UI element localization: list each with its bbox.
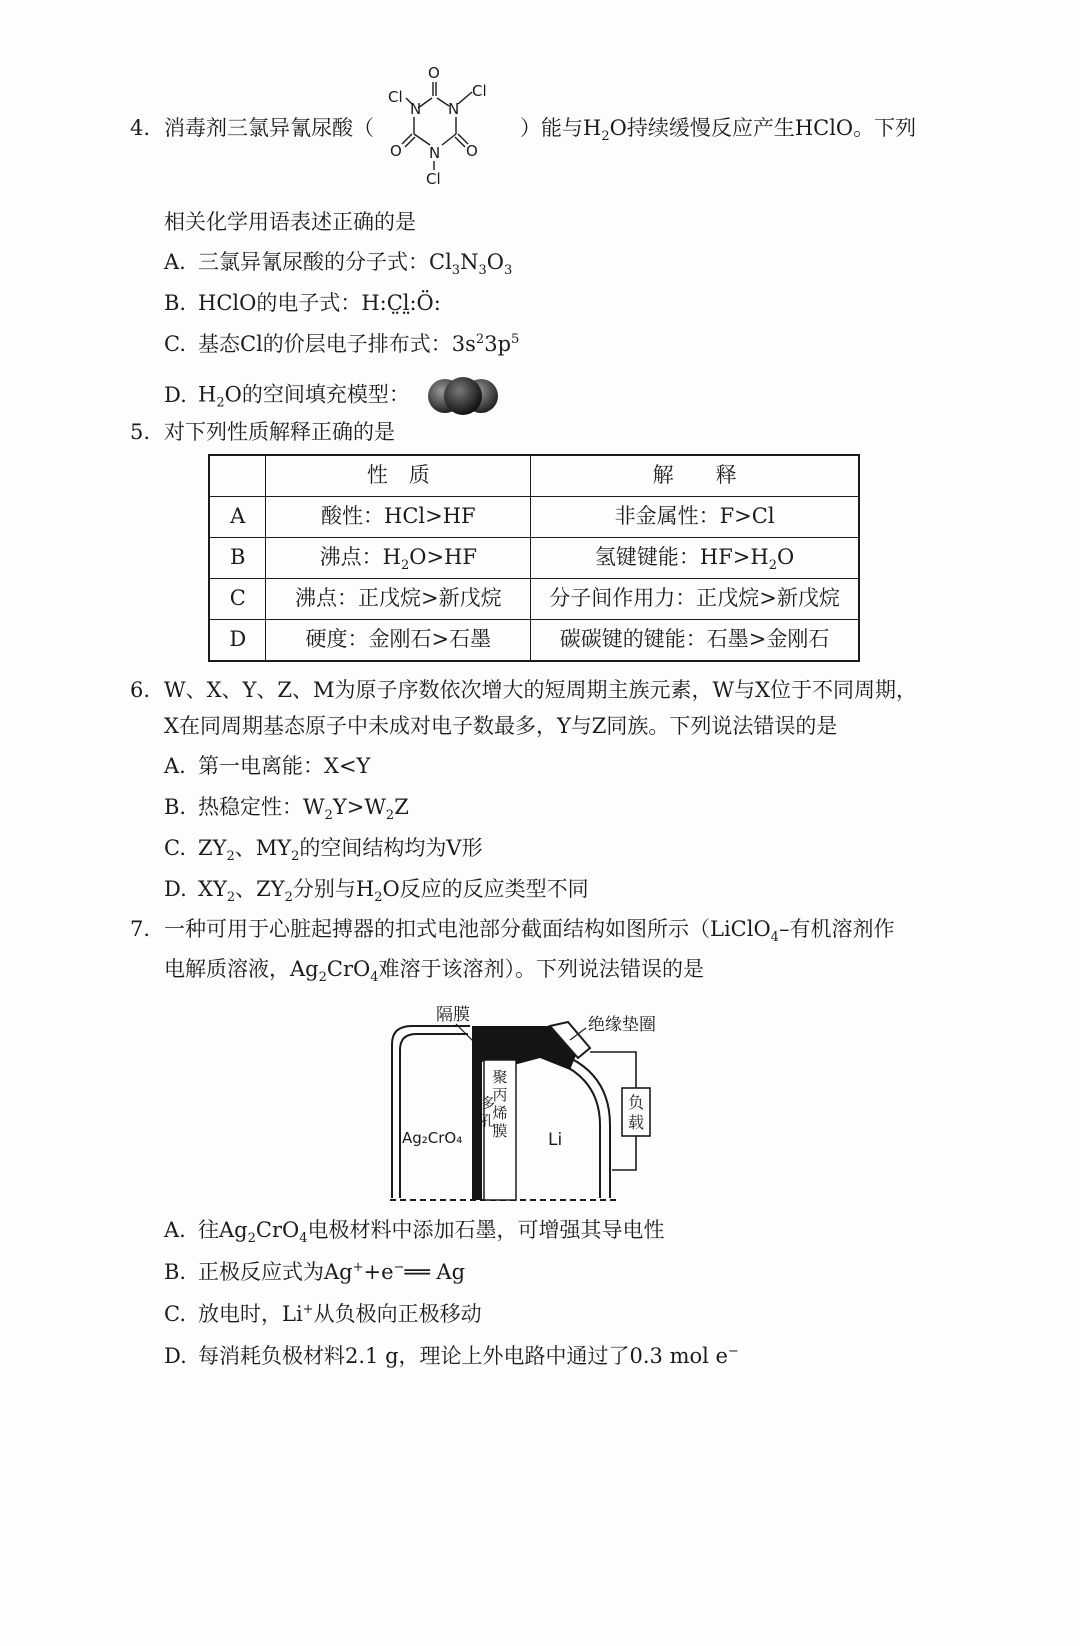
atom-n-right: N: [448, 100, 460, 118]
q7-option-a[interactable]: A. 往$Ag_2CrO_4$电极材料中添加石墨，可增强其导电性: [164, 1218, 665, 1247]
label-load: 负: [627, 1093, 645, 1112]
table-row: A 酸性：HCl>HF 非金属性：F>Cl: [209, 497, 859, 538]
separator-strip: [472, 1060, 482, 1200]
properties-table: [208, 454, 860, 662]
q4-option-d[interactable]: D. $H_2O$的空间填充模型：: [164, 375, 503, 417]
q7-stem-line2: 电解质溶液，$Ag_2CrO_4$难溶于该溶剂）。下列说法错误的是: [164, 957, 704, 986]
water-space-filling-model-icon: [423, 375, 503, 417]
svg-text:丙: 丙: [492, 1086, 508, 1104]
trichloroisocyanuric-acid-structure: [388, 62, 508, 192]
q7-option-d[interactable]: D. 每消耗负极材料2.1 g，理论上外电路中通过了0.3 mol e−: [164, 1344, 739, 1368]
label-separator: 隔膜: [436, 1005, 470, 1025]
svg-text:载: 载: [627, 1113, 645, 1132]
label-anode: Li: [548, 1130, 563, 1150]
table-header-row: [209, 455, 859, 497]
q7-option-c[interactable]: C. 放电时，Li+从负极向正极移动: [164, 1302, 482, 1326]
button-battery-diagram: [390, 1000, 690, 1215]
q4-option-a[interactable]: A. 三氯异氰尿酸的分子式：$Cl_3N_3O_3$: [164, 250, 513, 279]
q4-stem: 4. 消毒剂三氯异氰尿酸（: [130, 116, 374, 140]
atom-n-left: N: [410, 100, 422, 118]
table-header-cell: 解 释: [531, 455, 859, 497]
atom-cl-left: Cl: [388, 88, 403, 106]
membrane-char: 聚: [492, 1068, 508, 1086]
atom-cl-right: Cl: [472, 82, 487, 100]
q6-option-d[interactable]: D. $XY_2$、$ZY_2$分别与$H_2O$反应的反应类型不同: [164, 877, 589, 906]
q7-stem: 7. 一种可用于心脏起搏器的扣式电池部分截面结构如图所示（LiClO$_4$–有机溶剂作: [130, 917, 895, 946]
q4-number: 4.: [130, 116, 151, 140]
q6-stem-line2: X在同周期基态原子中未成对电子数最多，Y与Z同族。下列说法错误的是: [164, 714, 838, 738]
porous-char: 多: [481, 1096, 495, 1112]
table-row: C 沸点：正戊烷>新戊烷 分子间作用力：正戊烷>新戊烷: [209, 579, 859, 620]
atom-o-left: O: [390, 142, 402, 160]
table-header-cell: 性 质: [266, 455, 531, 497]
svg-text:烯: 烯: [492, 1104, 508, 1122]
label-gasket: 绝缘垫圈: [588, 1015, 656, 1035]
atom-cl-bottom: Cl: [426, 170, 441, 188]
svg-text:孔: 孔: [481, 1114, 495, 1130]
table-row: D 硬度：金刚石>石墨 碳碳键的键能：石墨>金刚石: [209, 620, 859, 662]
q5-stem: 5. 对下列性质解释正确的是: [130, 420, 395, 444]
atom-o-top: O: [428, 64, 440, 82]
q4-option-c[interactable]: C. 基态Cl的价层电子排布式：$3s^23p^5$: [164, 332, 520, 356]
q4-stem-cont: ）能与$H_2O$持续缓慢反应产生HClO。下列: [520, 116, 917, 145]
q6-stem: 6. W、X、Y、Z、M为原子序数依次增大的短周期主族元素，W与X位于不同周期，: [130, 678, 918, 702]
q6-option-b[interactable]: B. 热稳定性：$W_2Y>W_2Z$: [164, 795, 409, 824]
table-row: B 沸点：$H_2O>HF$ 氢键键能：$HF>H_2O$: [209, 538, 859, 579]
atom-n-bottom: N: [429, 144, 441, 162]
q7-option-b[interactable]: B. 正极反应式为Ag++e−══ Ag: [164, 1260, 466, 1284]
q6-option-c[interactable]: C. $ZY_2$、$MY_2$的空间结构均为V形: [164, 836, 483, 865]
svg-text:膜: 膜: [492, 1122, 508, 1140]
q4-stem-line2: 相关化学用语表述正确的是: [164, 210, 416, 234]
q6-option-a[interactable]: A. 第一电离能：X<Y: [164, 754, 371, 778]
atom-o-right: O: [466, 142, 478, 160]
label-cathode: Ag₂CrO₄: [402, 1129, 463, 1147]
table-header-cell: [209, 455, 266, 497]
q4-option-b[interactable]: B. HClO的电子式：H:C̤l̤:Ö:: [164, 291, 441, 315]
